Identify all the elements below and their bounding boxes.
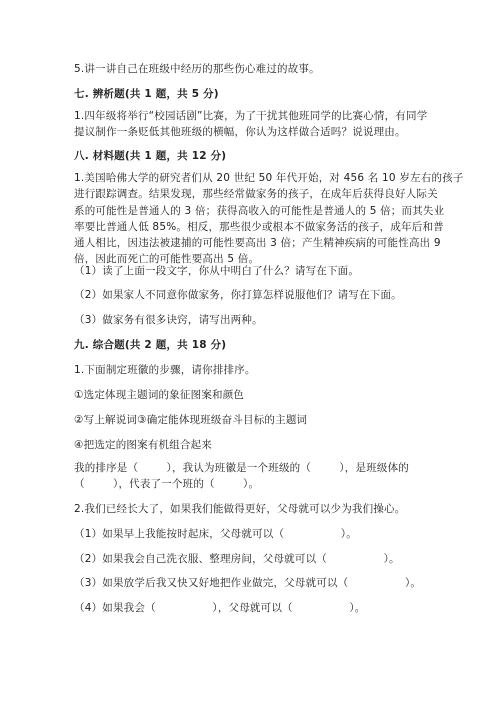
section-9-step-3: ④把选定的图案有机组合起来 bbox=[74, 439, 213, 451]
section-9-step-2: ②写上解说词③确定能体现班级奋斗目标的主题词 bbox=[74, 414, 308, 426]
section-8-sub-3: （3）做家务有很多诀窍，请写出两种。 bbox=[74, 314, 263, 326]
section-9-question-2: 2.我们已经长大了，如果我们能做得更好，父母就可以少为我们操心。 bbox=[74, 503, 406, 515]
section-8-material bbox=[74, 170, 464, 268]
section-9-answer bbox=[74, 460, 430, 493]
section-8-line-3: 系的可能性是普通人的 3 倍；获得高收入的可能性是普通人的 5 倍；而其失业 bbox=[74, 204, 445, 217]
section-8-line-1: 1.美国哈佛大学的研究者们从 20 世纪 50 年代开始，对 456 名 10 岁左右的孩子 bbox=[74, 172, 464, 184]
section-9-sub-1: （1）如果早上我能按时起床，父母就可以（ ）。 bbox=[74, 528, 357, 540]
section-9-sub-3: （3）如果放学后我又快又好地把作业做完，父母就可以（ ）。 bbox=[74, 577, 422, 589]
section-9-question-1: 1.下面制定班徽的步骤，请你排排序。 bbox=[74, 364, 256, 376]
section-8-sub-1: （1）读了上面一段文字，你从中明白了什么？请写在下面。 bbox=[74, 265, 360, 277]
section-8-sub-2: （2）如果家人不同意你做家务，你打算怎样说服他们？请写在下面。 bbox=[74, 289, 402, 301]
section-9-sub-2: （2）如果我会自己洗衣服、整理房间，父母就可以（ ）。 bbox=[74, 553, 400, 565]
section-7-line-2: 提议制作一条贬低其他班级的横幅，你认为这样做合适吗？说说理由。 bbox=[74, 126, 406, 139]
section-9-answer-line-2: （ ），代表了一个班的（ ）。 bbox=[74, 478, 260, 491]
section-9-answer-line-1: 我的排序是（ ），我认为班徽是一个班级的（ ），是班级体的 bbox=[74, 462, 410, 474]
section-8-heading: 八. 材料题(共 1 题，共 12 分) bbox=[74, 150, 227, 162]
section-9-heading: 九. 综合题(共 2 题，共 18 分) bbox=[74, 339, 227, 351]
section-9-step-1: ①选定体现主题词的象征图案和颜色 bbox=[74, 389, 245, 401]
section-9-sub-4: （4）如果我会（ ），父母就可以（ ）。 bbox=[74, 602, 366, 614]
section-8-line-2: 进行跟踪调查。结果发现，那些经常做家务的孩子，在成年后获得良好人际关 bbox=[74, 188, 438, 201]
section-8-line-6: 倍，因此而死亡的可能性要高出 5 倍。 bbox=[74, 253, 260, 266]
section-8-line-4: 率要比普通人低 85%。相反，那些很少或根本不做家务活的孩子，成年后和普 bbox=[74, 220, 444, 233]
question-5: 5.讲一讲自己在班级中经历的那些伤心难过的故事。 bbox=[74, 63, 320, 75]
section-7-line-1: 1.四年级将举行“校园话剧”比赛，为了干扰其他班同学的比赛心情，有同学 bbox=[74, 110, 428, 122]
section-7-question bbox=[74, 108, 430, 141]
section-7-heading: 七. 辨析题(共 1 题，共 5 分) bbox=[74, 88, 219, 100]
section-8-line-5: 通人相比，因违法被逮捕的可能性要高出 3 倍；产生精神疾病的可能性高出 9 bbox=[74, 237, 441, 250]
